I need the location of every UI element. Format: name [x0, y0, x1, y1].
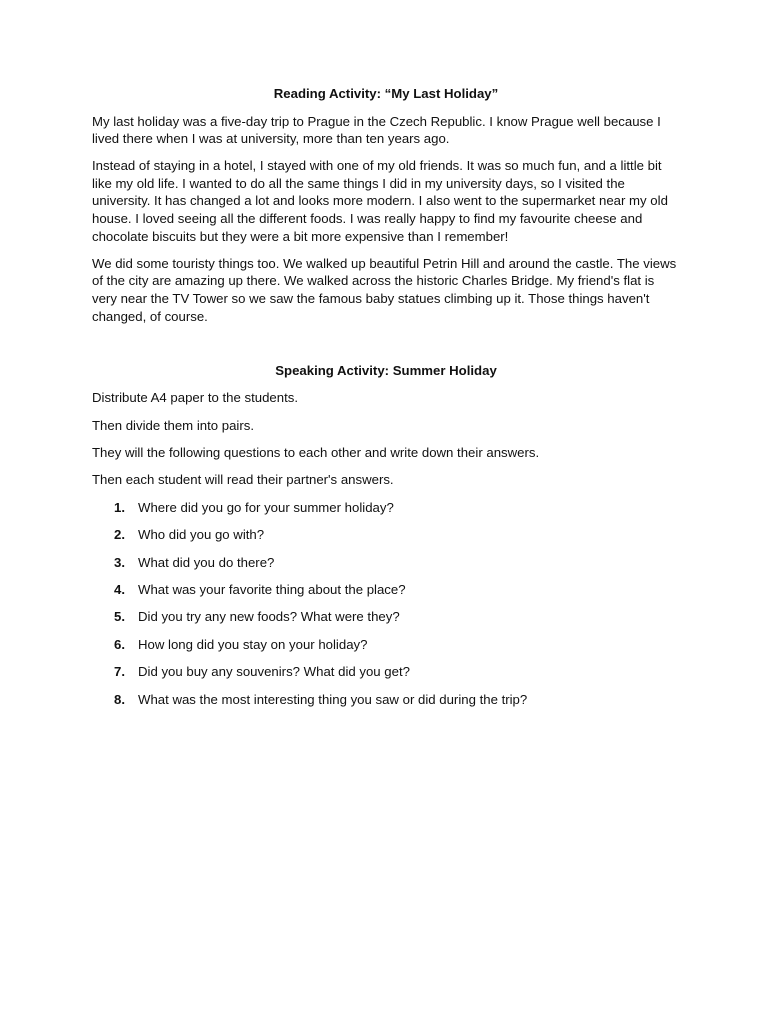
- questions-list: [92, 499, 680, 708]
- instruction-line: Then each student will read their partner's answers.: [92, 472, 394, 488]
- reading-paragraph: My last holiday was a five-day trip to Prague in the Czech Republic. I know Prague well because I lived there when I was at university, more than ten years ago.: [92, 113, 661, 147]
- reading-paragraph: Instead of staying in a hotel, I stayed with one of my old friends. It was so much fun, and a little bit like my old life. I wanted to do all the same things I did in my university days, so I visited the university. It has changed a lot and looks more modern. I also went to the supermarket near my old house. I loved seeing all the different foods. I was really happy to find my favourite cheese and chocolate biscuits but they were a bit more expensive than I remember!: [92, 158, 668, 244]
- question-text: Where did you go for your summer holiday?: [138, 499, 394, 515]
- question-text: Did you try any new foods? What were they?: [138, 609, 400, 625]
- question-number: 5.: [114, 609, 125, 625]
- reading-title: Reading Activity: “My Last Holiday”: [273, 86, 499, 101]
- speaking-title: Speaking Activity: Summer Holiday: [275, 362, 497, 378]
- question-item: [92, 691, 680, 709]
- question-item: [92, 499, 680, 517]
- document-content: [92, 85, 680, 718]
- question-item: [92, 636, 680, 654]
- question-number: 7.: [114, 664, 125, 680]
- instruction-line: Distribute A4 paper to the students.: [92, 390, 298, 406]
- question-item: [92, 581, 680, 599]
- question-item: [92, 554, 680, 572]
- question-text: Did you buy any souvenirs? What did you get?: [138, 664, 410, 680]
- section-spacer: [92, 335, 680, 362]
- question-number: 8.: [114, 691, 125, 707]
- reading-paragraph: We did some touristy things too. We walked up beautiful Petrin Hill and around the castle. The views of the city are amazing up there. We walked across the historic Charles Bridge. My friend's flat is very near the TV Tower so we saw the famous baby statues climbing up it. Those things haven't changed, of course.: [92, 255, 677, 324]
- question-text: Who did you go with?: [138, 527, 265, 543]
- question-item: [92, 608, 680, 626]
- reading-section: [92, 85, 680, 325]
- question-text: How long did you stay on your holiday?: [138, 636, 368, 652]
- question-number: 3.: [114, 554, 125, 570]
- question-number: 2.: [114, 527, 125, 543]
- question-text: What was your favorite thing about the place?: [138, 581, 406, 597]
- question-text: What did you do there?: [138, 554, 275, 570]
- instruction-line: They will the following questions to each other and write down their answers.: [92, 445, 540, 460]
- question-item: [92, 663, 680, 681]
- question-text: What was the most interesting thing you saw or did during the trip?: [138, 691, 528, 707]
- question-number: 4.: [114, 581, 125, 597]
- question-number: 6.: [114, 636, 125, 652]
- question-item: [92, 526, 680, 544]
- instruction-line: Then divide them into pairs.: [92, 417, 254, 433]
- question-number: 1.: [114, 499, 125, 515]
- speaking-section: [92, 362, 680, 708]
